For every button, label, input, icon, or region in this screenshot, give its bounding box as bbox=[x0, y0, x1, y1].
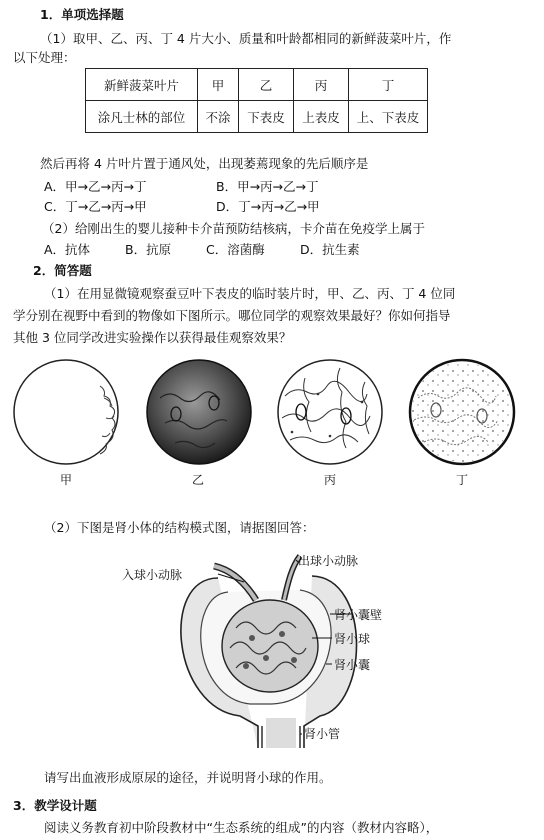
q1-text-line2: 以下处理： bbox=[13, 50, 76, 65]
label-capsule-wall: 肾小囊壁 bbox=[334, 608, 383, 622]
q2-option-b: B．抗原 bbox=[125, 242, 172, 257]
table-cell: 上表皮 bbox=[294, 101, 349, 133]
table-cell: 不涂 bbox=[198, 101, 239, 133]
table-row bbox=[86, 69, 428, 101]
s2-q2-text: （2）下图是肾小体的结构模式图，请据图回答： bbox=[44, 520, 315, 535]
label-capsule: 肾小囊 bbox=[334, 658, 371, 672]
q2-option-c: C．溶菌酶 bbox=[206, 242, 265, 257]
label-afferent: 入球小动脉 bbox=[122, 568, 183, 582]
section-2-heading: 2．简答题 bbox=[33, 263, 92, 278]
field-label-yi: 乙 bbox=[192, 473, 205, 487]
q2-text: （2）给刚出生的婴儿接种卡介苗预防结核病，卡介苗在免疫学上属于 bbox=[42, 221, 425, 236]
field-yi bbox=[147, 360, 251, 487]
microscope-fields-figure bbox=[0, 358, 544, 498]
option-c: C．丁→乙→丙→甲 bbox=[44, 199, 147, 214]
q1-followup: 然后再将 4 片叶片置于通风处，出现萎蔫现象的先后顺序是 bbox=[40, 156, 369, 171]
table-cell: 丁 bbox=[349, 69, 428, 101]
q1-text-line1: （1）取甲、乙、丙、丁 4 片大小、质量和叶龄都相同的新鲜菠菜叶片，作 bbox=[40, 31, 452, 46]
table-cell: 丙 bbox=[294, 69, 349, 101]
table-cell: 乙 bbox=[239, 69, 294, 101]
label-glomerulus: 肾小球 bbox=[334, 632, 371, 646]
field-jia bbox=[14, 360, 118, 487]
section-1-heading: 1．单项选择题 bbox=[40, 7, 124, 22]
s2-q1-line3: 其他 3 位同学改进实验操作以获得最佳观察效果？ bbox=[13, 330, 292, 345]
field-label-jia: 甲 bbox=[60, 473, 73, 487]
treatment-table bbox=[85, 68, 428, 133]
q2-option-d: D．抗生素 bbox=[300, 242, 360, 257]
field-label-ding: 丁 bbox=[456, 473, 469, 487]
field-ding bbox=[410, 360, 514, 487]
label-tubule: 肾小管 bbox=[304, 727, 341, 741]
s2-q1-line2: 学分别在视野中看到的物像如下图所示。哪位同学的观察效果最好？你如何指导 bbox=[13, 308, 451, 323]
option-d: D．丁→丙→乙→甲 bbox=[216, 199, 320, 214]
option-b: B．甲→丙→乙→丁 bbox=[216, 179, 319, 194]
glomerulus-shape bbox=[222, 600, 318, 692]
q2-option-a: A．抗体 bbox=[44, 242, 91, 257]
table-cell: 新鲜菠菜叶片 bbox=[86, 69, 198, 101]
s2-q1-line1: （1）在用显微镜观察蚕豆叶下表皮的临时装片时，甲、乙、丙、丁 4 位同 bbox=[44, 286, 456, 301]
field-label-bing: 丙 bbox=[324, 473, 337, 487]
table-cell: 下表皮 bbox=[239, 101, 294, 133]
table-cell: 涂凡士林的部位 bbox=[86, 101, 198, 133]
section-3-heading: 3．教学设计题 bbox=[13, 798, 97, 813]
renal-corpuscle-diagram bbox=[0, 548, 544, 748]
table-row bbox=[86, 101, 428, 133]
s2-q2-ask: 请写出血液形成原尿的途径，并说明肾小球的作用。 bbox=[44, 770, 332, 785]
s3-line1: 阅读义务教育初中阶段教材中“生态系统的组成”的内容（教材内容略）， bbox=[44, 820, 439, 835]
table-cell: 甲 bbox=[198, 69, 239, 101]
field-bing bbox=[278, 360, 382, 487]
option-a: A．甲→乙→丙→丁 bbox=[44, 179, 147, 194]
label-efferent: 出球小动脉 bbox=[298, 554, 359, 568]
table-cell: 上、下表皮 bbox=[349, 101, 428, 133]
